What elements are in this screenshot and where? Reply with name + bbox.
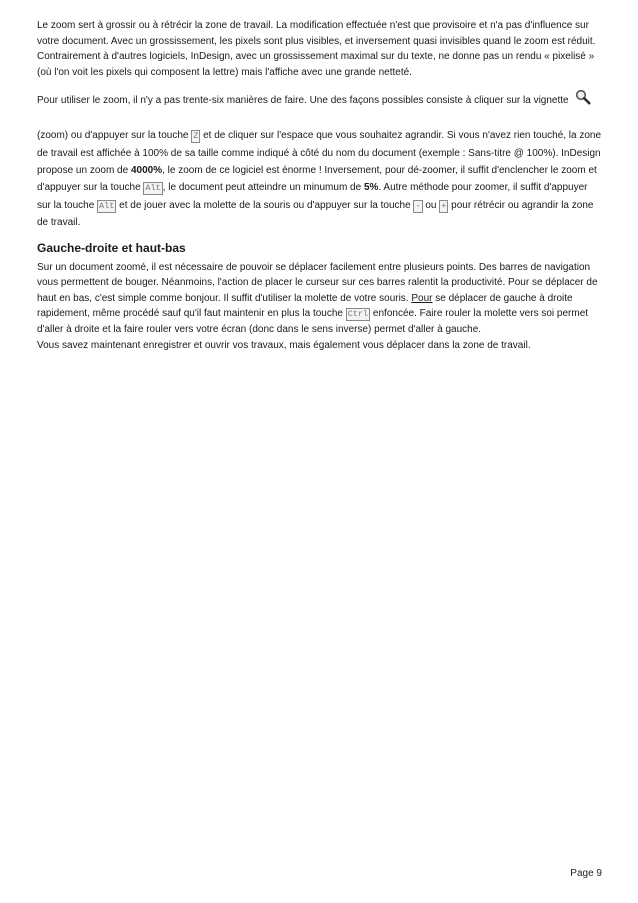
key-minus: - xyxy=(415,200,421,211)
text: . Autre méthode pour zoomer, il suffit d'appuyer sur la touche xyxy=(37,182,588,211)
key-plus: + xyxy=(441,200,447,211)
page-number: Page 9 xyxy=(570,868,602,879)
text: , le document peut atteindre un minumum de xyxy=(162,182,364,194)
text: enfoncée. Faire rouler la molette vers soi permet d'aller à droite et la faire rouler vers votre écran (donc dans le sens inverse) permet d'aller à gauche. xyxy=(37,308,589,335)
text: Pour utiliser le zoom, il n'y a pas trente-six manières de faire. Une des façons possibles consiste à cliquer sur la vignette xyxy=(37,95,569,107)
text: , le zoom de ce logiciel est énorme ! Inversement, pour dé-zoomer, il suffit d'enclencher le zoom et d'appuyer sur la touche xyxy=(37,165,597,194)
page-content xyxy=(37,18,603,353)
text: Sur un document zoomé, il est nécessaire de pouvoir se déplacer facilement entre plusieurs points. Des barres de navigation vous permettent de bouger. Néanmoins, l'action de placer le curseur sur ces barres ralentit la productivité. Pour se déplacer de haut en bas, c'est simple comme bonjour. Il suffit d'utiliser la molette de votre souris. xyxy=(37,261,598,304)
paragraph-zoom-intro: Le zoom sert à grossir ou à rétrécir la zone de travail. La modification effectuée n'est que provisoire et n'a pas d'influence sur votre document. Avec un grossissement, les pixels sont plus visibles, et inversement quasi invisibles quand le zoom est réduit. Contrairement à d'autres logiciels, InDesign, avec un grossissement maximal sur du texte, ne donne pas un rendu « pixelisé » (où l'on voit les pixels qui composent la lettre) mais l'affiche avec une grande netteté. xyxy=(37,20,596,78)
text: et de jouer avec la molette de la souris ou d'appuyer sur la touche xyxy=(116,199,414,211)
zoom-max-value: 4000% xyxy=(130,165,163,176)
key-alt: Alt xyxy=(99,200,115,211)
paragraph-conclusion: Vous savez maintenant enregistrer et ouvrir vos travaux, mais également vous déplacer dans la zone de travail. xyxy=(37,339,531,351)
paragraph-zoom-usage xyxy=(37,89,603,231)
zoom-min-value: 5% xyxy=(363,182,379,194)
text: (zoom) ou d'appuyer sur la touche xyxy=(37,130,189,142)
section-heading: Gauche-droite et haut-bas xyxy=(37,240,186,255)
key-z: Z xyxy=(193,131,199,142)
key-alt: Alt xyxy=(145,183,161,194)
key-ctrl: Ctrl xyxy=(347,309,369,320)
text: se déplacer de gauche à droite rapidement, même procédé sauf qu'il faut maintenir en plus la touche xyxy=(37,292,573,320)
text: et de cliquer sur l'espace que vous souhaitez agrandir. Si vous n'avez rien touché, la zone de travail est affichée à 100% de sa taille comme indiqué à côté du nom du document (exemple : Sans-titre @ 100%). InDesign propose un zoom de xyxy=(37,130,602,176)
paragraph-navigation xyxy=(37,260,603,338)
magnifier-icon xyxy=(575,89,591,105)
text: ou xyxy=(422,199,440,211)
text: pour rétrécir ou agrandir la zone de travail. xyxy=(37,199,594,229)
text-underlined: Pour xyxy=(411,292,433,304)
